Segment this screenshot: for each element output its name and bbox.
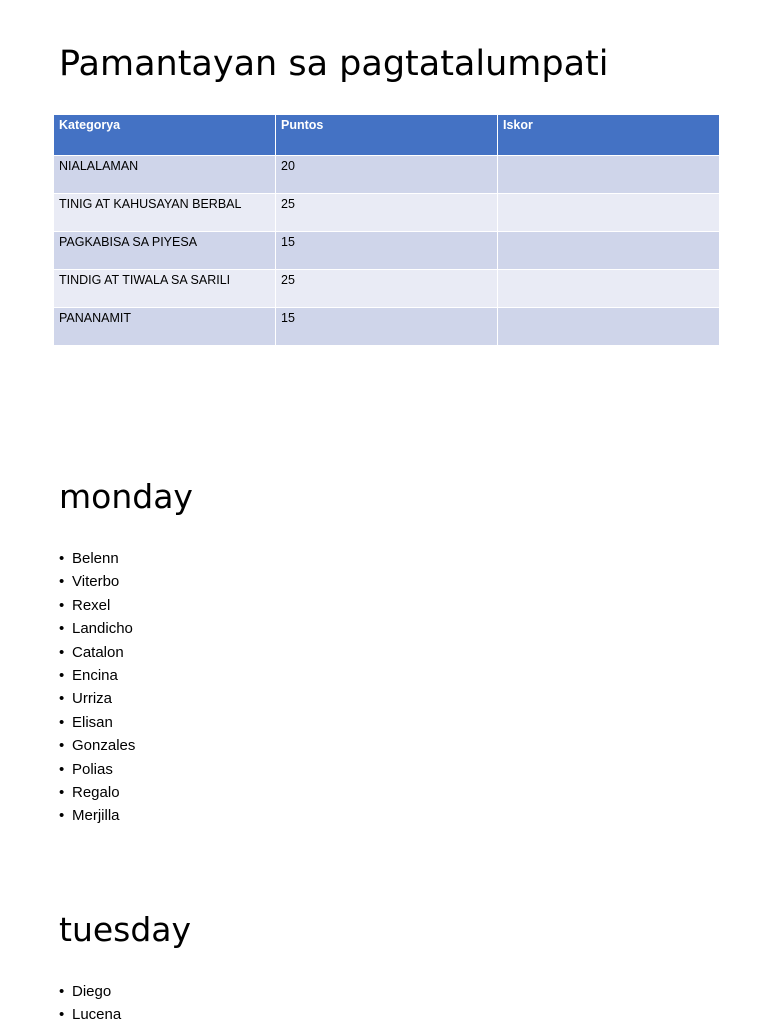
cell-kategorya: TINDIG AT TIWALA SA SARILI bbox=[54, 270, 276, 308]
bullet-icon: • bbox=[59, 573, 65, 591]
list-item bbox=[59, 547, 135, 570]
list-item-label: Catalon bbox=[72, 643, 124, 661]
cell-kategorya: TINIG AT KAHUSAYAN BERBAL bbox=[54, 194, 276, 232]
cell-puntos: 15 bbox=[276, 308, 498, 346]
tuesday-heading: tuesday bbox=[59, 910, 192, 949]
bullet-icon: • bbox=[59, 643, 65, 661]
bullet-icon: • bbox=[59, 807, 65, 825]
list-item-label: Merjilla bbox=[72, 807, 120, 825]
header-puntos: Puntos bbox=[276, 115, 498, 156]
cell-puntos: 20 bbox=[276, 156, 498, 194]
cell-puntos: 25 bbox=[276, 194, 498, 232]
table-row bbox=[54, 156, 720, 194]
bullet-icon: • bbox=[59, 713, 65, 731]
cell-puntos: 15 bbox=[276, 232, 498, 270]
header-kategorya: Kategorya bbox=[54, 115, 276, 156]
list-item-label: Elisan bbox=[72, 713, 113, 731]
list-item bbox=[59, 758, 135, 781]
cell-kategorya: PAGKABISA SA PIYESA bbox=[54, 232, 276, 270]
cell-kategorya: PANANAMIT bbox=[54, 308, 276, 346]
cell-puntos: 25 bbox=[276, 270, 498, 308]
monday-heading: monday bbox=[59, 477, 193, 516]
list-item bbox=[59, 664, 135, 687]
bullet-icon: • bbox=[59, 737, 65, 755]
bullet-icon: • bbox=[59, 666, 65, 684]
list-item-label: Regalo bbox=[72, 783, 120, 801]
cell-iskor bbox=[498, 156, 720, 194]
bullet-icon: • bbox=[59, 690, 65, 708]
table-header-row bbox=[54, 115, 720, 156]
bullet-icon: • bbox=[59, 783, 65, 801]
header-iskor: Iskor bbox=[498, 115, 720, 156]
list-item-label: Belenn bbox=[72, 550, 119, 567]
bullet-icon: • bbox=[59, 596, 65, 614]
bullet-icon: • bbox=[59, 620, 65, 638]
cell-iskor bbox=[498, 308, 720, 346]
monday-list bbox=[59, 547, 135, 828]
cell-kategorya: NIALALAMAN bbox=[54, 156, 276, 194]
list-item-label: Encina bbox=[72, 666, 118, 684]
page-title: Pamantayan sa pagtatalumpati bbox=[59, 44, 609, 84]
bullet-icon: • bbox=[59, 760, 65, 778]
list-item bbox=[59, 1003, 121, 1026]
table-row bbox=[54, 194, 720, 232]
list-item-label: Landicho bbox=[72, 620, 133, 638]
list-item bbox=[59, 594, 135, 617]
list-item bbox=[59, 711, 135, 734]
cell-iskor bbox=[498, 270, 720, 308]
list-item-label: Rexel bbox=[72, 596, 111, 614]
table-row bbox=[54, 308, 720, 346]
bullet-icon: • bbox=[59, 1006, 65, 1024]
list-item bbox=[59, 641, 135, 664]
list-item bbox=[59, 781, 135, 804]
cell-iskor bbox=[498, 232, 720, 270]
table-row bbox=[54, 270, 720, 308]
list-item bbox=[59, 687, 135, 710]
list-item-label: Diego bbox=[72, 983, 112, 1000]
list-item-label: Polias bbox=[72, 760, 113, 778]
cell-iskor bbox=[498, 194, 720, 232]
list-item-label: Urriza bbox=[72, 690, 112, 708]
bullet-icon: • bbox=[59, 550, 65, 567]
list-item bbox=[59, 804, 135, 827]
list-item-label: Viterbo bbox=[72, 573, 120, 591]
list-item bbox=[59, 617, 135, 640]
list-item bbox=[59, 734, 135, 757]
list-item bbox=[59, 570, 135, 593]
rubric-table bbox=[53, 114, 720, 346]
list-item bbox=[59, 980, 121, 1003]
list-item-label: Gonzales bbox=[72, 737, 136, 755]
bullet-icon: • bbox=[59, 983, 65, 1000]
table-row bbox=[54, 232, 720, 270]
tuesday-list bbox=[59, 980, 121, 1027]
list-item-label: Lucena bbox=[72, 1006, 122, 1024]
